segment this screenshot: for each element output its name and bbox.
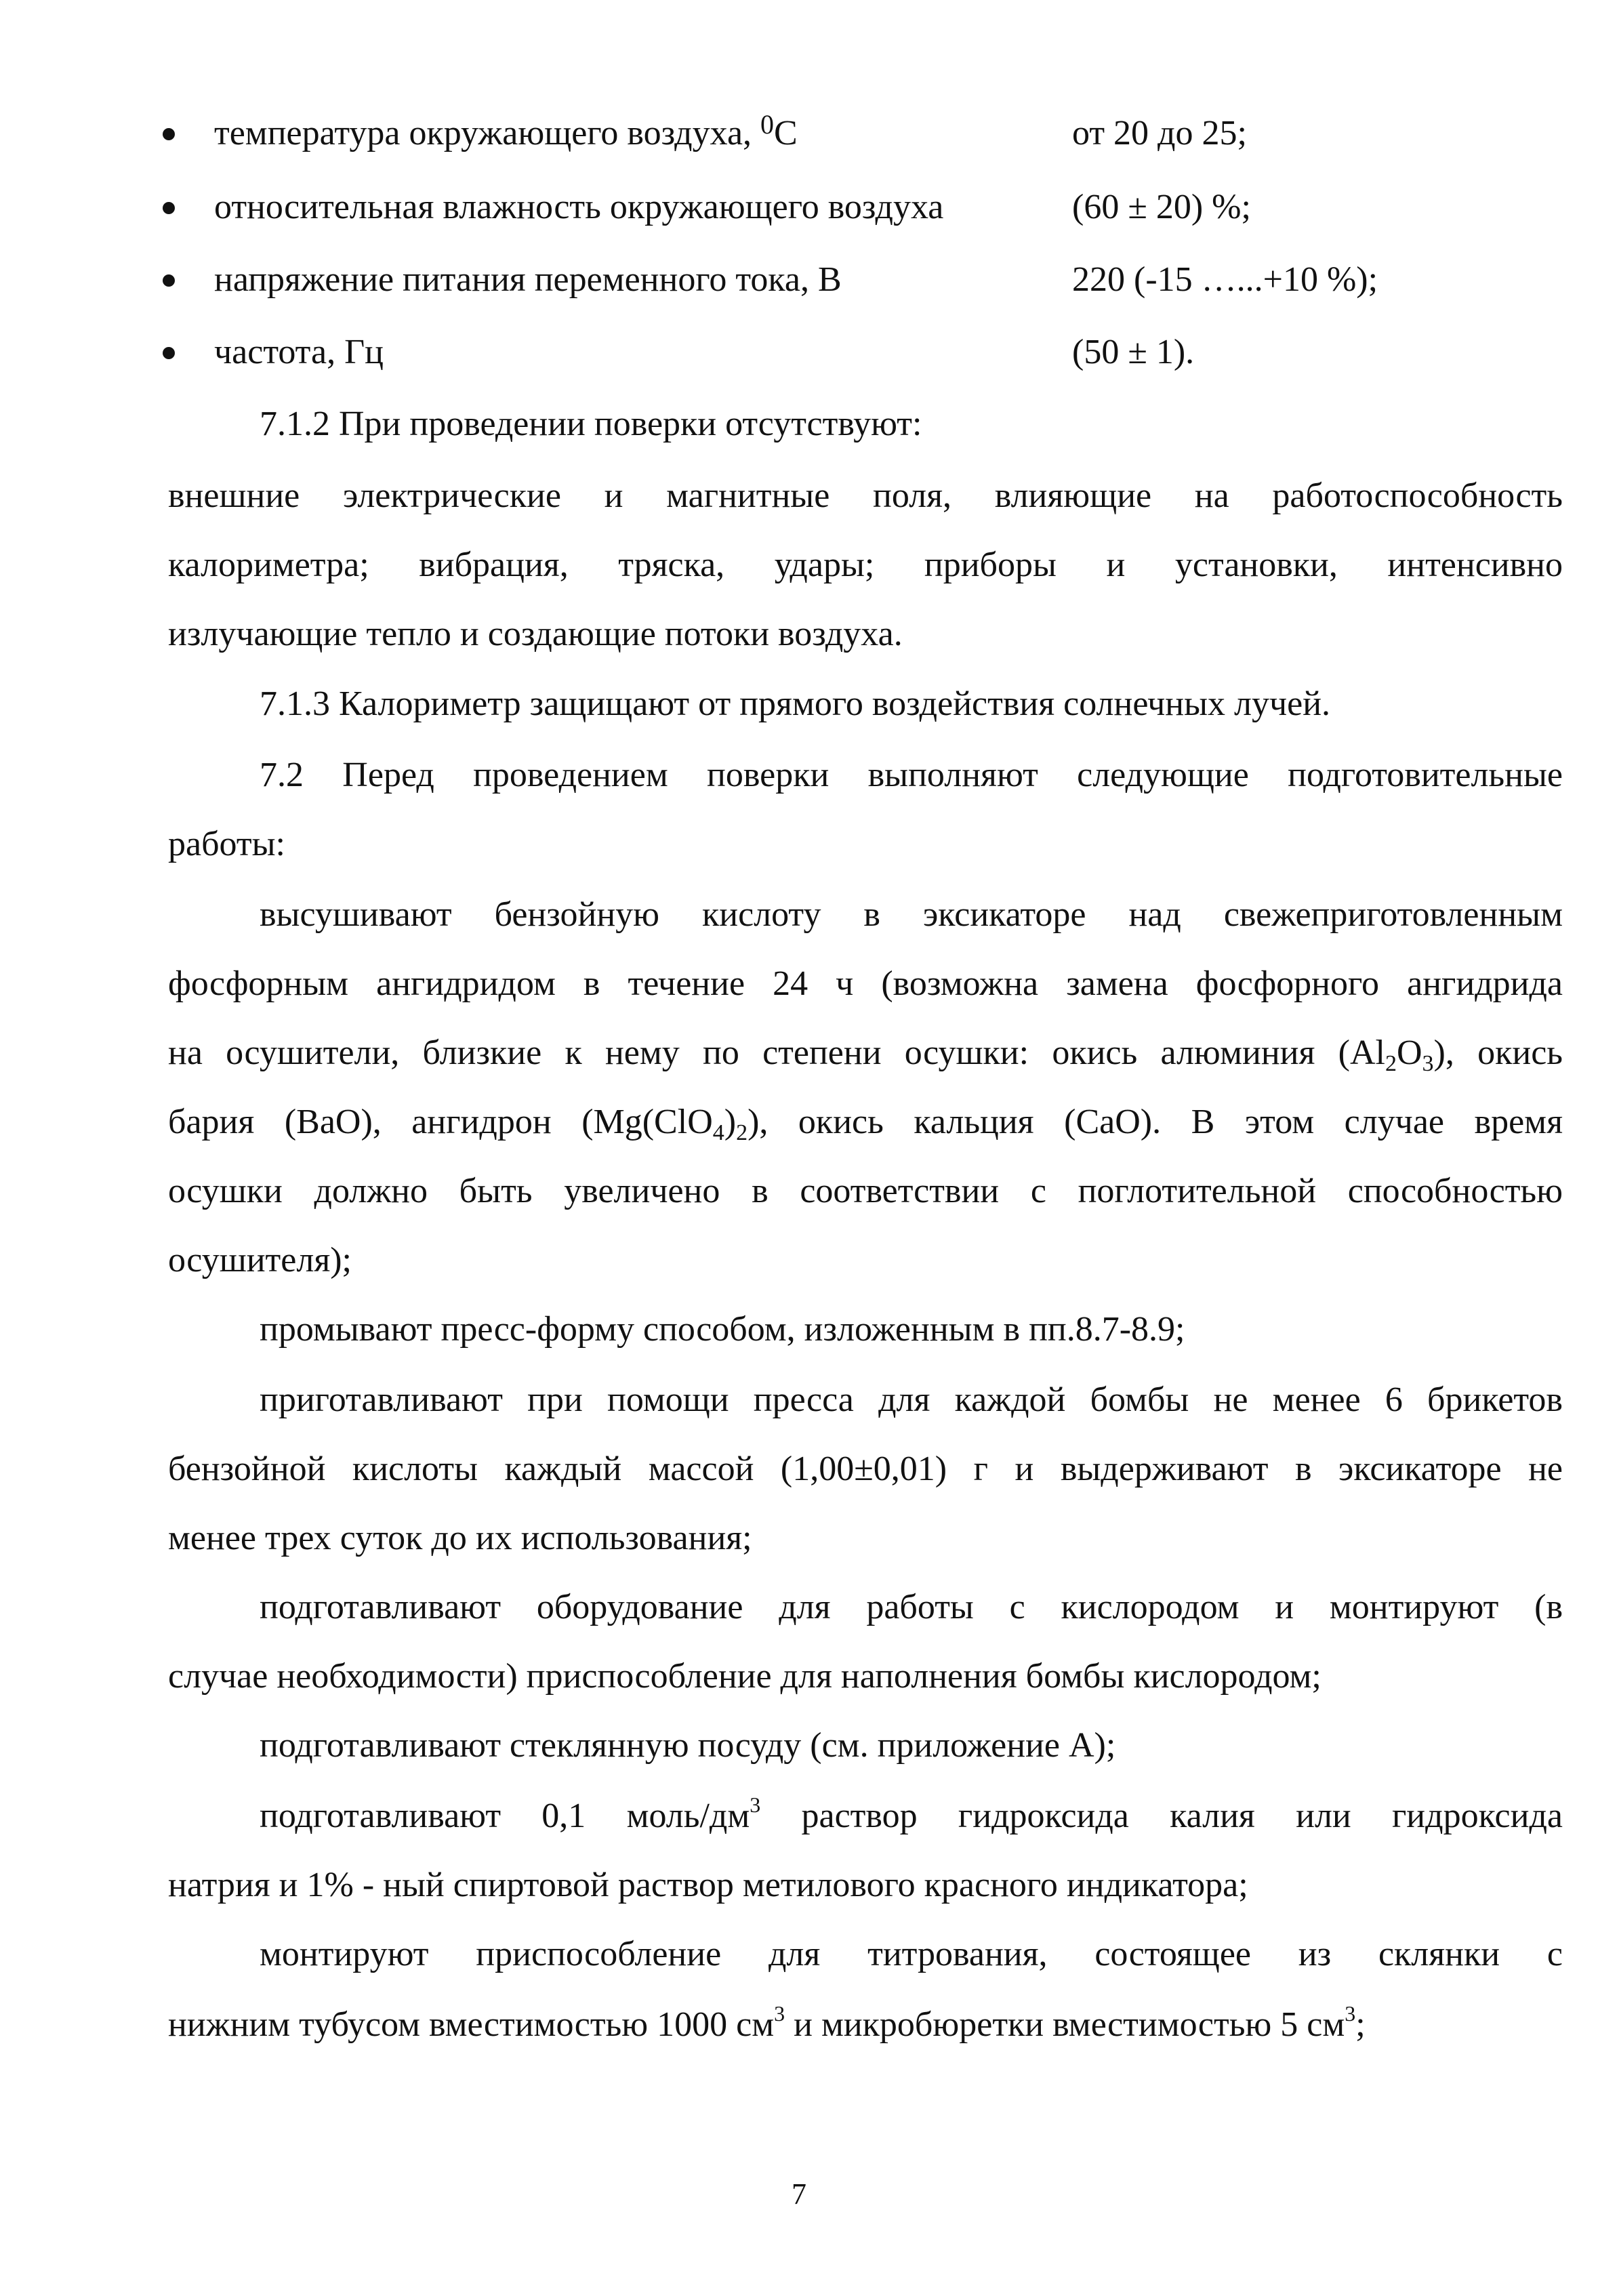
condition-temperature — [163, 109, 1450, 155]
section-7-1-2-heading: 7.1.2 При проведении поверки отсутствуют: — [260, 405, 922, 443]
condition-voltage — [163, 258, 1450, 302]
paragraph-line: фосфорным ангидридом в течение 24 ч (возможна замена фосфорного ангидрида — [168, 964, 1563, 1003]
paragraph-line: работы: — [168, 825, 285, 863]
condition-label: частота, Гц — [214, 333, 384, 371]
paragraph-line: осушителя); — [168, 1241, 352, 1279]
condition-value: от 20 до 25; — [1072, 114, 1247, 152]
paragraph-line: нижним тубусом вместимостью 1000 $см^3$ и микробюретки вместимостью 5 $см^3$; — [168, 2001, 1366, 2044]
paragraph-line: менее трех суток до их использования; — [168, 1519, 752, 1557]
degree-mark: 0 — [760, 109, 775, 140]
paragraph-line: осушки должно быть увеличено в соответствии с поглотительной способностью — [168, 1172, 1563, 1210]
bullet-icon — [163, 347, 175, 359]
paragraph-line: натрия и 1% - ный спиртовой раствор метилового красного индикатора; — [168, 1866, 1248, 1904]
paragraph-line: бензойной кислоты каждый массой (1,00±0,01) г и выдерживают в эксикаторе не — [168, 1450, 1563, 1488]
paragraph-line: подготавливают оборудование для работы с кислородом и монтируют (в — [260, 1588, 1563, 1626]
condition-value: (50 ± 1). — [1072, 333, 1195, 371]
bullet-icon — [163, 202, 175, 214]
bullet-icon — [163, 128, 175, 140]
paragraph-line: приготавливают при помощи пресса для каждой бомбы не менее 6 брикетов — [260, 1380, 1563, 1419]
paragraph-line: высушивают бензойную кислоту в эксикаторе над свежеприготовленным — [260, 895, 1563, 934]
condition-label: напряжение питания переменного тока, В — [214, 260, 842, 299]
paragraph-line: внешние электрические и магнитные поля, влияющие на работоспособность — [168, 476, 1563, 515]
section-7-2-line: 7.2 Перед проведением поверки выполняют следующие подготовительные — [260, 756, 1563, 794]
paragraph-line: бария (BaO), ангидрон $(Mg(ClO_4)_2)$, окись кальция (CaO). В этом случае время — [168, 1103, 1563, 1145]
bullet-icon — [163, 274, 175, 287]
page-number: 7 — [792, 2177, 806, 2211]
paragraph-line: на осушители, близкие к нему по степени осушки: окись алюминия $(Al_2O_3)$, окись — [168, 1033, 1563, 1076]
condition-humidity — [163, 186, 1450, 229]
paragraph-line: подготавливают стеклянную посуду (см. приложение А); — [260, 1726, 1116, 1765]
section-7-1-3: 7.1.3 Калориметр защищают от прямого воздействия солнечных лучей. — [260, 684, 1331, 723]
condition-label: относительная влажность окружающего воздуха — [214, 188, 944, 226]
condition-value: 220 (-15 …...+10 %); — [1072, 260, 1378, 299]
condition-frequency — [163, 331, 1450, 374]
paragraph-line: случае необходимости) приспособление для наполнения бомбы кислородом; — [168, 1657, 1322, 1696]
paragraph-line: подготавливают 0,1 моль/$дм^3$ раствор гидроксида калия или гидроксида — [260, 1792, 1563, 1835]
paragraph-line: излучающие тепло и создающие потоки воздуха. — [168, 615, 903, 653]
paragraph-line: калориметра; вибрация, тряска, удары; приборы и установки, интенсивно — [168, 546, 1563, 584]
condition-label: температура окружающего воздуха, $^0$С — [214, 109, 798, 152]
condition-value: (60 ± 20) %; — [1072, 188, 1251, 226]
paragraph-line: промывают пресс-форму способом, изложенным в пп.8.7-8.9; — [260, 1310, 1185, 1349]
paragraph-line: монтируют приспособление для титрования, состоящее из склянки с — [260, 1935, 1563, 1973]
